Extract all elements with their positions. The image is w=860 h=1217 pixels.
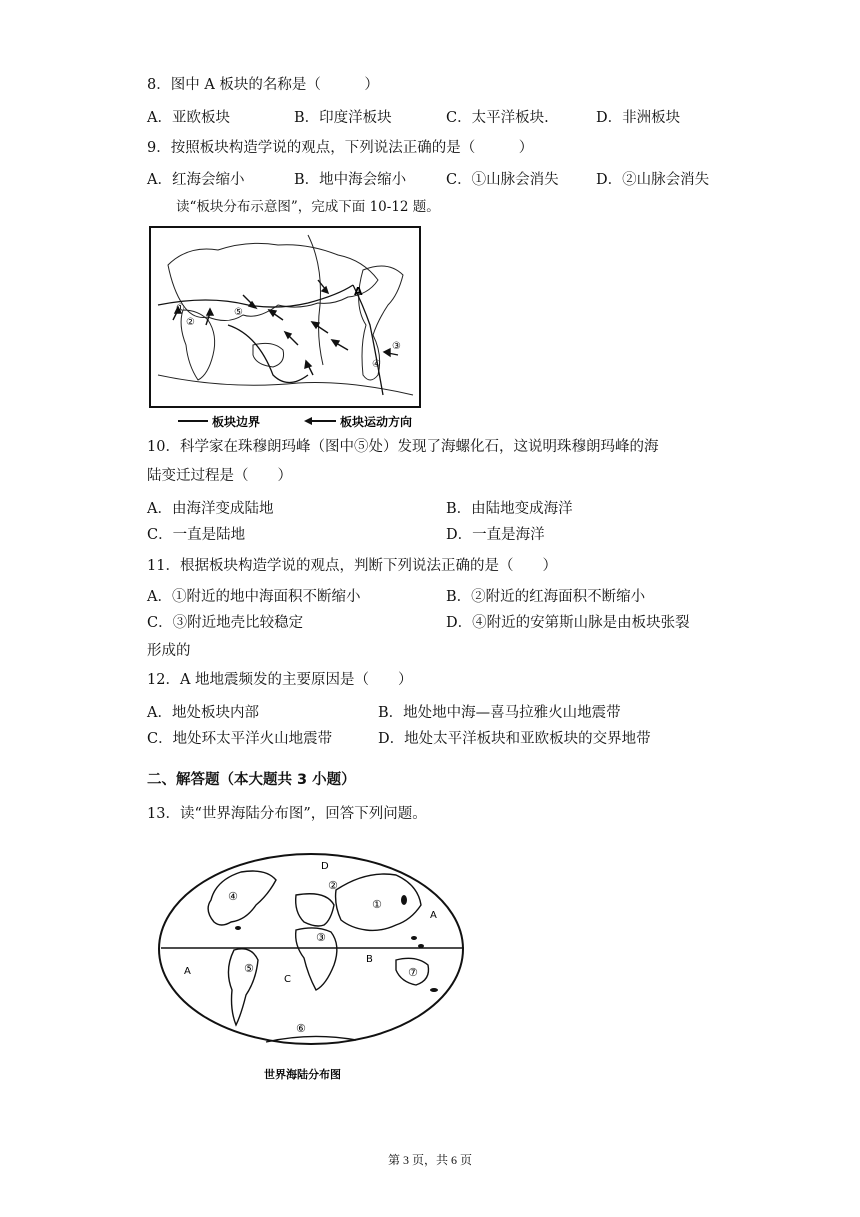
plate-label-5: ⑤ <box>234 307 243 318</box>
q10-option-b: B．由陆地变成海洋 <box>446 501 573 517</box>
q11-option-a: A．①附近的地中海面积不断缩小 <box>147 589 361 605</box>
world-label-a-west: A <box>184 966 191 977</box>
legend-boundary-label: 板块边界 <box>212 415 261 429</box>
q11-option-b: B．②附近的红海面积不断缩小 <box>446 589 646 605</box>
q10-option-d: D．一直是海洋 <box>446 527 545 543</box>
q12-stem: 12．A 地地震频发的主要原因是（ ） <box>147 672 413 688</box>
world-label-d: D <box>321 861 329 872</box>
section-heading: 二、解答题（本大题共 3 小题） <box>147 772 356 788</box>
world-label-7: ⑦ <box>408 966 418 979</box>
plate-label-a: A <box>354 285 363 298</box>
q12-option-c: C．地处环太平洋火山地震带 <box>147 731 333 747</box>
plate-label-3: ③ <box>392 341 401 352</box>
world-map-caption: 世界海陆分布图 <box>264 1068 341 1081</box>
world-label-3: ③ <box>316 931 326 944</box>
q8-option-d: D．非洲板块 <box>596 110 681 126</box>
plate-label-4: ④ <box>372 359 381 370</box>
world-label-a-east: A <box>430 910 437 921</box>
q9-option-a: A．红海会缩小 <box>147 172 245 188</box>
q8-option-c: C．太平洋板块. <box>446 110 549 126</box>
q10-option-a: A．由海洋变成陆地 <box>147 501 274 517</box>
q13-stem: 13．读“世界海陆分布图”，回答下列问题。 <box>147 806 427 822</box>
world-label-c: C <box>284 974 291 985</box>
world-label-4: ④ <box>228 890 238 903</box>
page-footer: 第 3 页，共 6 页 <box>387 1153 472 1167</box>
q9-option-d: D．②山脉会消失 <box>596 172 710 188</box>
q9-option-c: C．①山脉会消失 <box>446 172 559 188</box>
plate-label-2: ② <box>186 317 195 328</box>
q12-option-b: B．地处地中海—喜马拉雅火山地震带 <box>378 705 621 721</box>
world-map <box>156 850 472 1085</box>
world-label-5: ⑤ <box>244 962 254 975</box>
q11-stem: 11．根据板块构造学说的观点，判断下列说法正确的是（ ） <box>147 558 557 574</box>
world-label-1: ① <box>372 898 382 911</box>
q10-option-c: C．一直是陆地 <box>147 527 246 543</box>
q10-stem-line2: 陆变迁过程是（ ） <box>147 468 292 484</box>
q11-option-c: C．③附近地壳比较稳定 <box>147 615 304 631</box>
q9-option-b: B．地中海会缩小 <box>294 172 407 188</box>
q12-option-d: D．地处太平洋板块和亚欧板块的交界地带 <box>378 731 651 747</box>
q11-option-d: D．④附近的安第斯山脉是由板块张裂 <box>446 615 690 631</box>
q8-option-b: B．印度洋板块 <box>294 110 392 126</box>
q12-option-a: A．地处板块内部 <box>147 705 259 721</box>
legend-direction-label: 板块运动方向 <box>340 415 413 429</box>
world-label-b: B <box>366 954 373 965</box>
q8-stem: 8．图中 A 板块的名称是（ ） <box>147 77 379 93</box>
plate-distribution-map <box>148 225 423 430</box>
q10-stem-line1: 10．科学家在珠穆朗玛峰（图中⑤处）发现了海螺化石，这说明珠穆朗玛峰的海 <box>147 439 659 455</box>
intro-10-12: 读“板块分布示意图”，完成下面 10-12 题。 <box>176 199 440 215</box>
q8-option-a: A．亚欧板块 <box>147 110 230 126</box>
q11-option-d-cont: 形成的 <box>147 643 191 659</box>
q9-stem: 9．按照板块构造学说的观点，下列说法正确的是（ ） <box>147 140 534 156</box>
world-label-2: ② <box>328 879 338 892</box>
plate-label-1: ① <box>176 303 185 314</box>
world-label-6: ⑥ <box>296 1022 306 1035</box>
